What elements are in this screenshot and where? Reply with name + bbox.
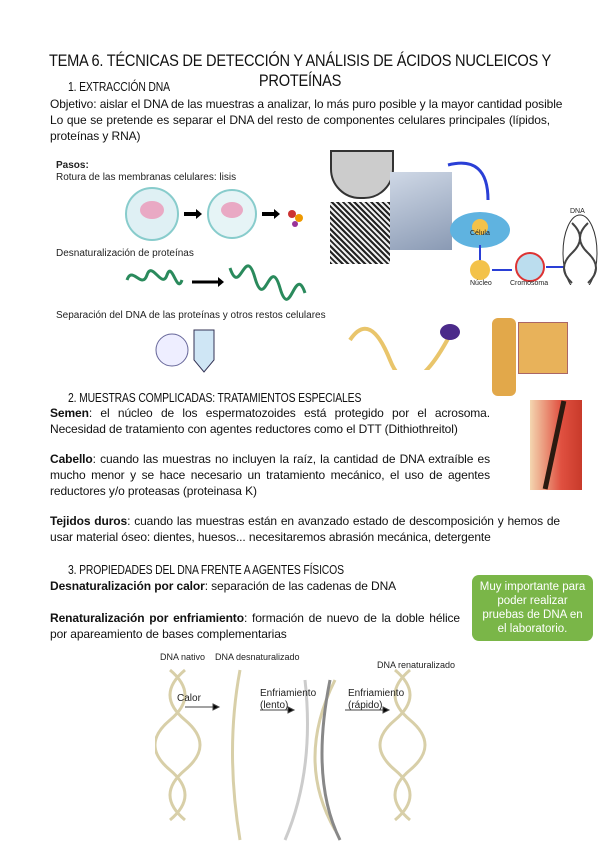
label-chromosome: Cromosoma: [510, 280, 549, 287]
dna-denaturation-diagram: [155, 650, 456, 845]
cabello-text: : cuando las muestras no incluyen la raíz, la cantidad de DNA extraíble es mucho menor y se hace necesario un tratamiento mecánico, el uso de agentes reductores y/o proteasas (proteinasa K): [50, 452, 490, 498]
bone-tissue-diagram: [518, 322, 568, 374]
extraction-steps-figure: [52, 158, 332, 378]
section-1-heading: 1. EXTRACCIÓN DNA: [68, 79, 170, 94]
desnaturalizacion-text: : separación de las cadenas de DNA: [204, 579, 397, 593]
hair-paragraph: [50, 451, 490, 499]
cell-to-dna-figure: [330, 150, 600, 290]
hair-photo: [330, 202, 390, 264]
cell-diagram: [440, 155, 600, 285]
label-nucleus: Núcleo: [470, 280, 492, 287]
renaturation-paragraph: [50, 610, 460, 642]
objective-text: Objetivo: aislar el DNA de las muestras a analizar, lo más puro posible y la mayor cantidad posible: [50, 97, 563, 111]
term-cabello: Cabello: [50, 452, 93, 466]
section-2-heading: 2. MUESTRAS COMPLICADAS: TRATAMIENTOS ESPECIALES: [68, 390, 362, 405]
bone-diagram: [492, 318, 516, 396]
hard-tissue-paragraph: [50, 513, 560, 545]
term-tejidos-duros: Tejidos duros: [50, 514, 128, 528]
dna-strands-illustration: [155, 650, 447, 845]
label-dna-denatured: DNA desnaturalizado: [215, 652, 300, 662]
label-dna-native: DNA nativo: [160, 652, 206, 662]
tejidos-text: : cuando las muestras están en avanzado estado de descomposición y hemos de usar material óseo: dientes, huesos... necesitaremos abrasión mecánica, detergente: [50, 514, 560, 544]
heat-denaturation-paragraph: [50, 578, 470, 594]
hair-follicle-diagram: [530, 400, 582, 490]
label-fast-cooling: Enfriamiento (rápido): [348, 688, 405, 711]
note-callout: [472, 575, 593, 641]
section-3-heading: 3. PROPIEDADES DEL DNA FRENTE A AGENTES FÍSICOS: [68, 562, 344, 577]
term-renaturalizacion: Renaturalización por enfriamiento: [50, 611, 244, 625]
semen-text: : el núcleo de los espermatozoides está protegido por el acrosoma. Necesidad de tratamiento con agentes reductores como el DTT (Dithiothreitol): [50, 406, 490, 436]
term-semen: Semen: [50, 406, 89, 420]
label-dna-renatured: DNA renaturalizado: [377, 660, 456, 670]
step-lysis: Rotura de las membranas celulares: lisis: [56, 172, 237, 183]
protein-denaturation-illustration: [122, 260, 322, 304]
term-desnaturalizacion: Desnaturalización por calor: [50, 579, 205, 593]
step-separation: Separación del DNA de las proteínas y otros restos celulares: [56, 310, 326, 321]
label-slow-cooling: Enfriamiento (lento): [260, 688, 317, 711]
description-text: Lo que se pretende es separar el DNA del resto de componentes celulares principales (lípidos, proteínas y RNA): [50, 113, 550, 143]
steps-label: Pasos:: [56, 160, 89, 171]
page-title: TEMA 6. TÉCNICAS DE DETECCIÓN Y ANÁLISIS DE ÁCIDOS NUCLEICOS Y PROTEÍNAS: [48, 51, 552, 90]
renaturalizacion-text: : formación de nuevo de la doble hélice por apareamiento de bases complementarias: [50, 611, 461, 641]
note-text: Muy importante para poder realizar pruebas de DNA en el laboratorio.: [479, 581, 586, 635]
label-cell: Célula: [470, 230, 490, 237]
label-dna: DNA: [570, 208, 585, 215]
sample-photo: [330, 150, 394, 199]
sperm-diagram: [345, 310, 465, 370]
semen-paragraph: [50, 405, 490, 437]
label-heat: Calor: [177, 693, 201, 704]
step-protein-denaturation: Desnaturalización de proteínas: [56, 248, 194, 259]
tube-illustration: [152, 324, 222, 374]
cell-lysis-illustration: [122, 184, 322, 244]
